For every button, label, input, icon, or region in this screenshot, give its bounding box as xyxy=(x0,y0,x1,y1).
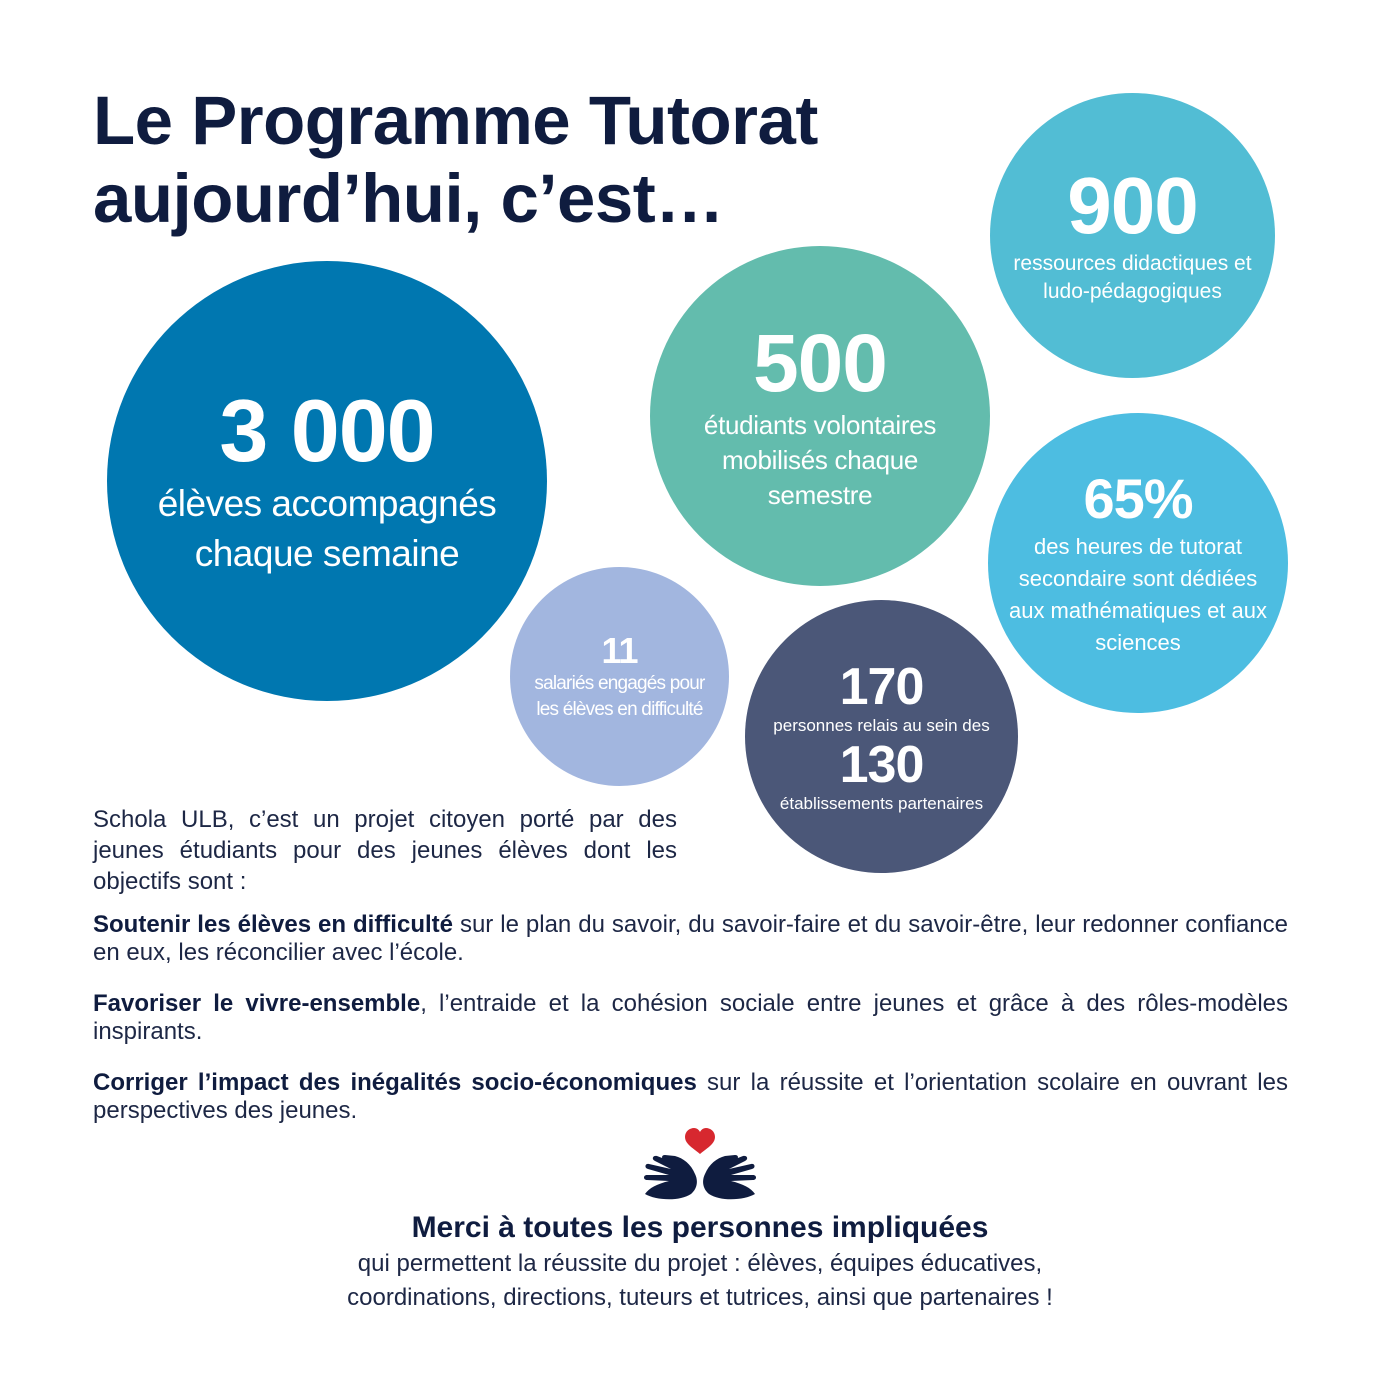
partners-bubble xyxy=(745,600,1018,873)
thanks-title: Merci à toutes les personnes impliquées xyxy=(411,1211,989,1244)
relay-label: personnes relais au sein des xyxy=(773,715,990,735)
goal-item xyxy=(93,911,1288,967)
hands-heart-icon xyxy=(635,1128,765,1204)
goal-title: Corriger l’impact des inégalités socio-économiques xyxy=(93,1069,697,1096)
page-title xyxy=(93,82,818,238)
establishments-number: 130 xyxy=(839,735,924,794)
students-number: 3 000 xyxy=(219,381,435,480)
heart-icon xyxy=(685,1128,715,1154)
left-hand-icon xyxy=(644,1155,697,1199)
goal-text: sur la réussite et l’orientation scolaire en ouvrant les perspectives des jeunes. xyxy=(93,1069,1288,1124)
hours-bubble xyxy=(988,413,1288,713)
goal-title: Soutenir les élèves en difficulté xyxy=(93,911,453,938)
title-line-1: Le Programme Tutorat xyxy=(93,82,818,159)
goal-text: , l’entraide et la cohésion sociale entre jeunes et grâce à des rôles-modèles inspirants. xyxy=(93,990,1289,1045)
resources-number: 900 xyxy=(1067,160,1198,250)
resources-label: ressources didactiques et ludo-pédagogiques xyxy=(1013,251,1252,303)
title-line-2: aujourd’hui, c’est… xyxy=(93,160,724,237)
volunteers-bubble xyxy=(650,246,990,586)
resources-bubble xyxy=(990,93,1275,378)
relay-number: 170 xyxy=(839,657,924,716)
right-hand-icon xyxy=(703,1155,756,1199)
intro-text: Schola ULB, c’est un projet citoyen porté par des jeunes étudiants pour des jeunes élèves dont les objectifs sont : xyxy=(93,806,677,895)
staff-bubble xyxy=(510,567,729,786)
establishments-label: établissements partenaires xyxy=(779,793,984,813)
hours-label: des heures de tutorat secondaire sont dédiées aux mathématiques et aux sciences xyxy=(1008,534,1268,655)
students-bubble xyxy=(107,261,547,701)
volunteers-label: étudiants volontaires mobilisés chaque semestre xyxy=(703,409,937,510)
hours-number: 65% xyxy=(1083,467,1193,530)
staff-label: salariés engagés pour les élèves en difficulté xyxy=(534,672,705,720)
volunteers-number: 500 xyxy=(753,317,887,409)
goal-item xyxy=(93,990,1288,1046)
students-label: élèves accompagnés chaque semaine xyxy=(157,483,497,574)
goal-title: Favoriser le vivre-ensemble xyxy=(93,990,421,1017)
goal-text: sur le plan du savoir, du savoir-faire et du savoir-être, leur redonner confiance en eux, les réconcilier avec l’école. xyxy=(93,911,1288,966)
thanks-line-2: coordinations, directions, tuteurs et tutrices, ainsi que partenaires ! xyxy=(347,1284,1053,1311)
goal-item xyxy=(93,1069,1288,1125)
staff-number: 11 xyxy=(601,629,638,671)
thanks-line-1: qui permettent la réussite du projet : élèves, équipes éducatives, xyxy=(357,1250,1043,1277)
